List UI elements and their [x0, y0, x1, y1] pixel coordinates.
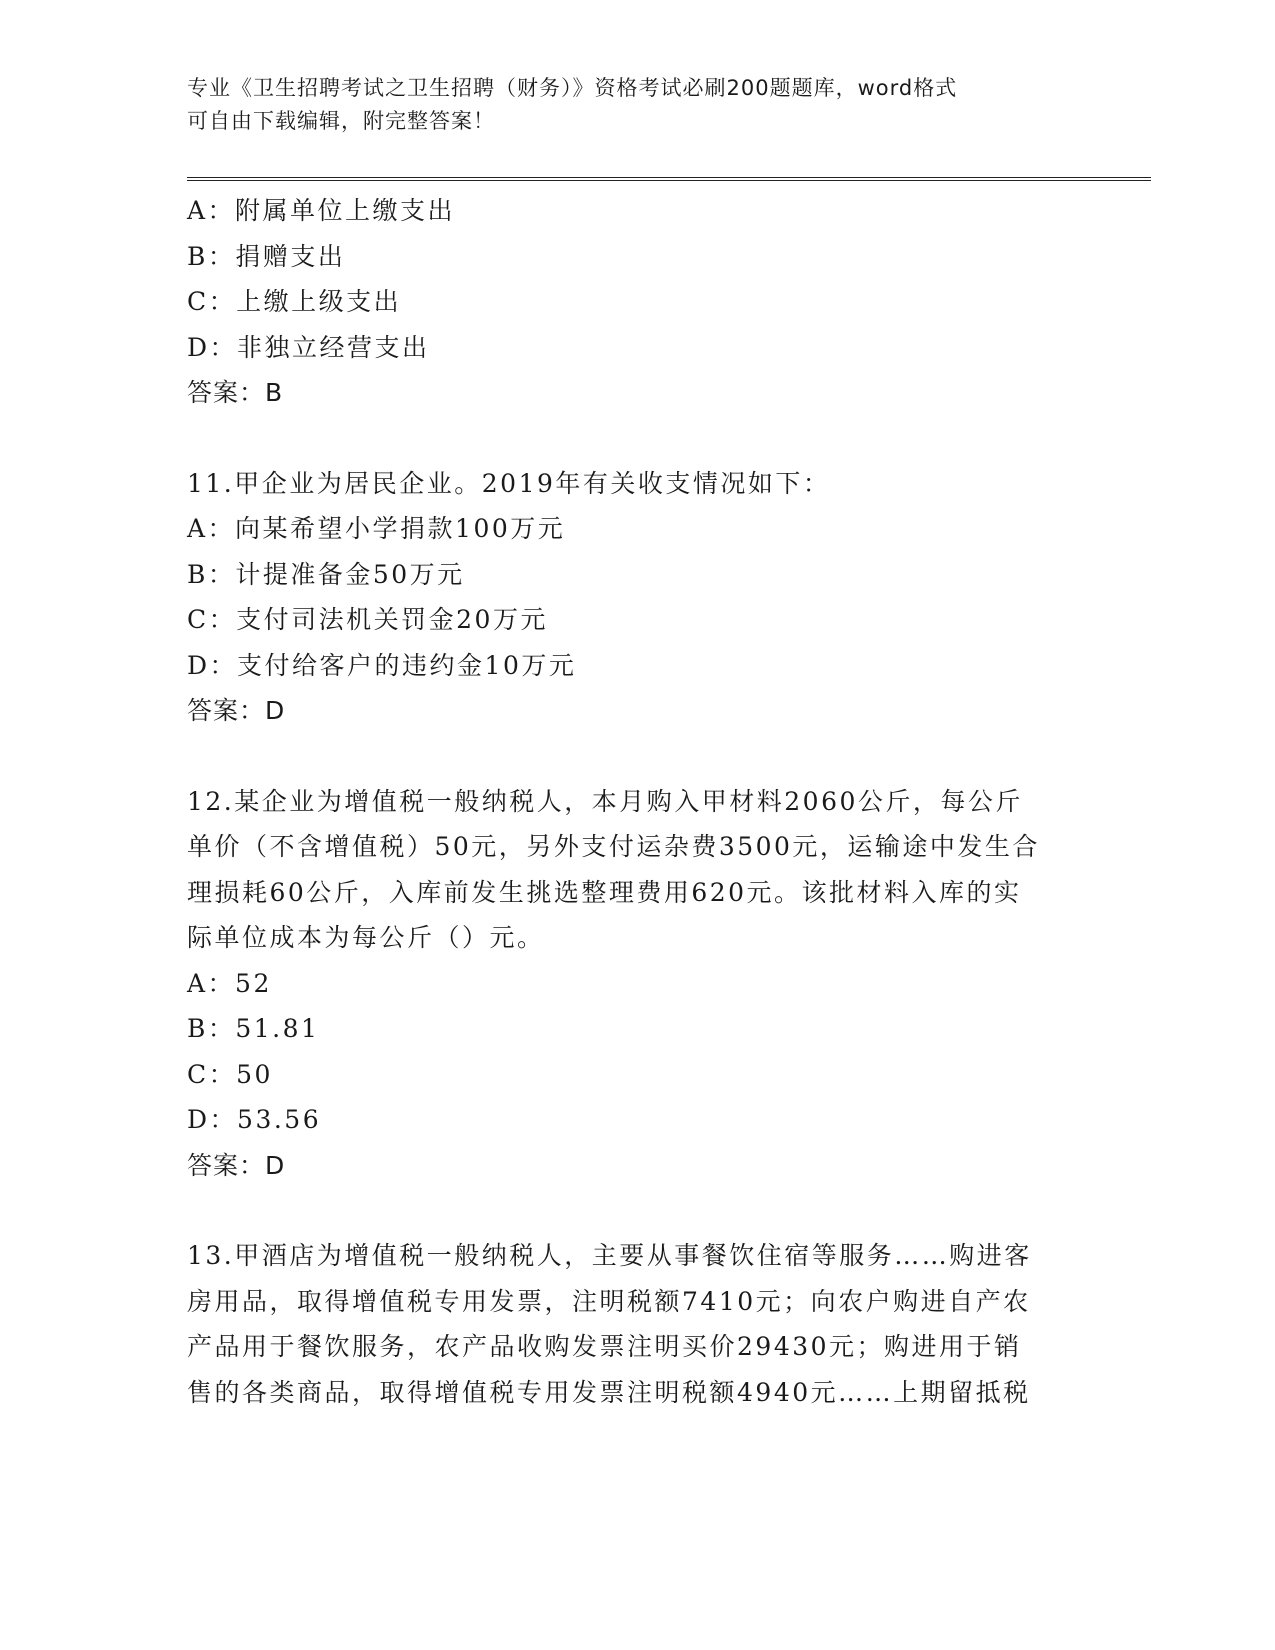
answer: 答案：D	[187, 696, 286, 725]
option-b: B：51.81	[187, 1014, 320, 1043]
header-line-1: 专业《卫生招聘考试之卫生招聘（财务）》资格考试必刷200题题库，word格式	[187, 76, 958, 100]
option-c: C：50	[187, 1059, 273, 1089]
option-c: C：支付司法机关罚金20万元	[187, 605, 548, 634]
question-stem-line-4: 际单位成本为每公斤（）元。	[187, 923, 545, 952]
option-c: C：上缴上级支出	[187, 287, 402, 316]
spacer	[187, 416, 1087, 461]
answer: 答案：B	[187, 378, 284, 407]
question-stem: 11.甲企业为居民企业。2019年有关收支情况如下：	[187, 468, 831, 498]
option-b: B：捐赠支出	[187, 241, 346, 271]
question-stem-line-3: 理损耗60公斤，入库前发生挑选整理费用620元。该批材料入库的实	[187, 877, 1022, 907]
question-12	[187, 779, 1087, 1189]
question-13	[187, 1233, 1087, 1415]
document-body	[187, 188, 1087, 1415]
question-stem-line-4: 售的各类商品，取得增值税专用发票注明税额4940元……上期留抵税	[187, 1377, 1031, 1407]
document-header	[187, 72, 1087, 138]
option-d: D：非独立经营支出	[187, 332, 430, 362]
header-divider	[187, 177, 1151, 181]
question-stem-line-3: 产品用于餐饮服务，农产品收购发票注明买价29430元；购进用于销	[187, 1332, 1022, 1361]
spacer	[187, 1188, 1087, 1233]
header-line-2: 可自由下载编辑，附完整答案！	[187, 109, 495, 133]
option-b: B：计提准备金50万元	[187, 559, 465, 589]
answer: 答案：D	[187, 1150, 286, 1180]
question-11	[187, 461, 1087, 734]
question-stem-line-2: 单价（不含增值税）50元，另外支付运杂费3500元，运输途中发生合	[187, 832, 1040, 861]
option-a: A：52	[187, 968, 272, 998]
option-a: A：附属单位上缴支出	[187, 196, 456, 225]
question-stem-line-1: 12.某企业为增值税一般纳税人，本月购入甲材料2060公斤，每公斤	[187, 786, 1023, 816]
question-10	[187, 188, 1087, 416]
spacer	[187, 734, 1087, 779]
question-stem-line-1: 13.甲酒店为增值税一般纳税人，主要从事餐饮住宿等服务……购进客	[187, 1241, 1032, 1270]
option-d: D：支付给客户的违约金10万元	[187, 650, 577, 680]
question-stem-line-2: 房用品，取得增值税专用发票，注明税额7410元；向农户购进自产农	[187, 1286, 1031, 1316]
option-a: A：向某希望小学捐款100万元	[187, 514, 566, 543]
option-d: D：53.56	[187, 1105, 322, 1134]
